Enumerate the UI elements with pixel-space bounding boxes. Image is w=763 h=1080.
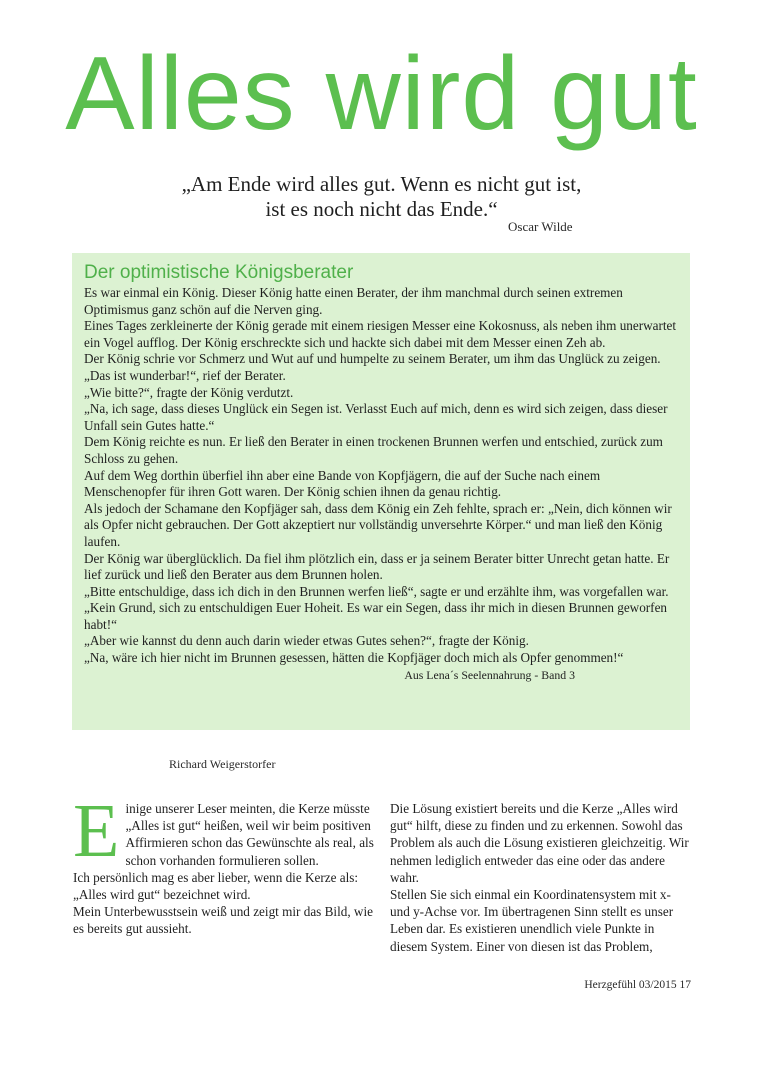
- story-paragraph: Der König schrie vor Schmerz und Wut auf und humpelte zu seinem Berater, um ihm das Unglück zu zeigen.: [84, 351, 661, 367]
- page-footer: Herzgefühl 03/2015 17: [584, 979, 691, 991]
- author-byline: Richard Weigerstorfer: [169, 757, 276, 771]
- article-column-left: [73, 789, 375, 938]
- story-paragraph: „Kein Grund, sich zu entschuldigen Euer Hoheit. Es war ein Segen, dass ihr mich in diesen Brunnen geworfen habt!“: [84, 600, 668, 632]
- quote-line: ist es noch nicht das Ende.“: [265, 197, 498, 221]
- article-paragraph: Stellen Sie sich einmal ein Koordinatensystem mit x- und y-Achse vor. Im übertragenen Sinn stellt es unser Leben dar. Es existieren unendlich viele Punkte in diesem System. Einer von diesen ist das Problem,: [390, 887, 674, 954]
- dropcap-letter: E: [73, 789, 120, 873]
- story-body: [84, 285, 680, 683]
- story-paragraph: Dem König reichte es nun. Er ließ den Berater in einen trockenen Brunnen werfen und entschied, zurück zum Schloss zu gehen.: [84, 434, 663, 466]
- story-source: Aus Lena´s Seelennahrung - Band 3: [404, 667, 575, 682]
- story-paragraph: „Bitte entschuldige, dass ich dich in den Brunnen werfen ließ“, sagte er und erzählte ihm, was vorgefallen war.: [84, 583, 669, 599]
- article-column-right: [390, 800, 692, 955]
- epigraph-quote: [0, 172, 763, 222]
- quote-line: „Am Ende wird alles gut. Wenn es nicht gut ist,: [181, 172, 582, 196]
- story-paragraph: Als jedoch der Schamane den Kopfjäger sah, dass dem König ein Zeh fehlte, sprach er: „Nein, dich können wir als Opfer nicht gebrauchen. Der Gott akzeptiert nur vollständig unversehrte Körper.“ und man ließ den König laufen.: [84, 500, 672, 549]
- quote-author: Oscar Wilde: [508, 219, 573, 234]
- story-title: Der optimistische Königsberater: [84, 262, 354, 283]
- story-paragraph: Eines Tages zerkleinerte der König gerade mit einem riesigen Messer eine Kokosnuss, als neben ihm unerwartet ein Vogel aufflog. Der König erschreckte sich und hackte sich dabei mit dem Messer einen Zeh ab.: [84, 318, 677, 350]
- article-paragraph: Die Lösung existiert bereits und die Kerze „Alles wird gut“ hilft, diese zu finden und zu erkennen. Sowohl das Problem als auch die Lösung existieren gleichzeitig. Wir nehmen lediglich entweder das eine oder das andere wahr.: [390, 801, 689, 885]
- story-paragraph: Auf dem Weg dorthin überfiel ihn aber eine Bande von Kopfjägern, die auf der Suche nach einem Menschenopfer für ihren Gott waren. Der König schien ihnen da genau richtig.: [84, 467, 601, 500]
- article-paragraph: Ich persönlich mag es aber lieber, wenn die Kerze als: „Alles wird gut“ bezeichnet wird.: [73, 869, 359, 903]
- story-paragraph: Der König war überglücklich. Da fiel ihm plötzlich ein, dass er ja seinem Berater bitter Unrecht getan hatte. Er lief zurück und ließ den Berater aus dem Brunnen holen.: [84, 550, 670, 583]
- story-paragraph: „Na, wäre ich hier nicht im Brunnen gesessen, hätten die Kopfjäger doch mich als Opfer genommen!“: [84, 650, 624, 666]
- story-paragraph: „Aber wie kannst du denn auch darin wieder etwas Gutes sehen?“, fragte der König.: [84, 633, 529, 649]
- article-paragraph: inige unserer Leser meinten, die Kerze müsste „Alles ist gut“ heißen, weil wir beim positiven Affirmieren schon das Gewünschte als real, als schon vorhanden formulieren sollen.: [125, 801, 374, 868]
- story-paragraph: „Das ist wunderbar!“, rief der Berater.: [84, 367, 286, 383]
- story-paragraph: „Na, ich sage, dass dieses Unglück ein Segen ist. Verlasst Euch auf mich, denn es wird sich zeigen, dass dieser Unfall sein Gutes hatte.“: [84, 401, 668, 433]
- page-title: Alles wird gut: [65, 36, 698, 152]
- story-box: [72, 253, 690, 730]
- story-paragraph: „Wie bitte?“, fragte der König verdutzt.: [84, 384, 294, 400]
- article-paragraph: Mein Unterbewusstsein weiß und zeigt mir das Bild, wie es bereits gut aussieht.: [73, 904, 373, 937]
- story-paragraph: Es war einmal ein König. Dieser König hatte einen Berater, der ihm manchmal durch seinen extremen Optimismus ganz schön auf die Nerven ging.: [84, 285, 623, 317]
